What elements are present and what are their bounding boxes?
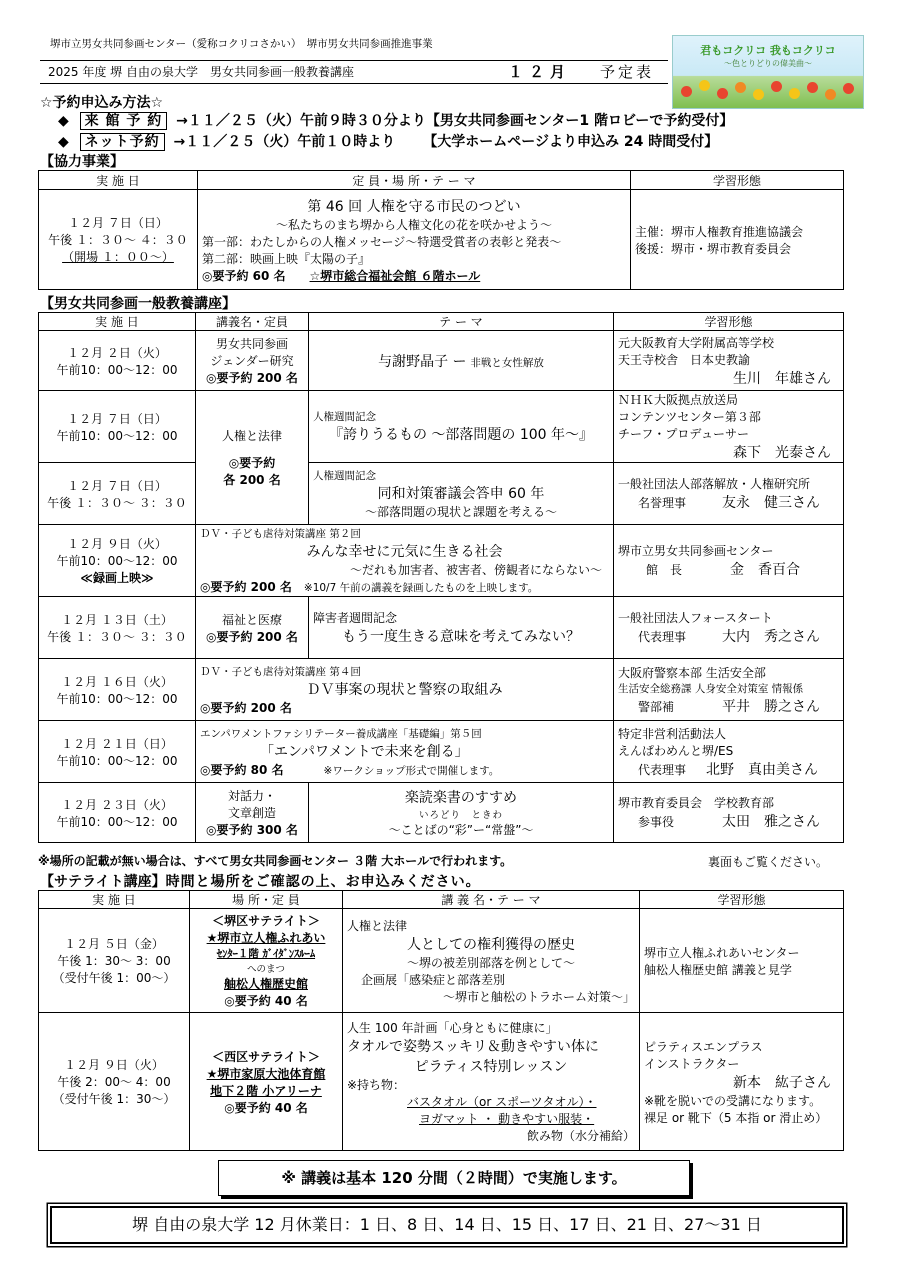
flower-icon xyxy=(717,88,728,99)
table-row: １２月 ２３日（火） 午前10：00〜12：00 対話力・ 文章創造 ◎要予約 300 名 楽読楽書のすすめ いろどり ときわ 〜ことばの“彩”ー“常盤”〜 堺市教育委員会 学校教育部 参事役 太田 雅之さん xyxy=(39,783,844,843)
general-title: 【男女共同参画一般教養講座】 xyxy=(40,296,236,312)
satellite-title: 【サテライト講座】時間と場所をご確認の上、お申込みください。 xyxy=(40,874,481,890)
reservation-title: ☆予約申込み方法☆ xyxy=(40,95,164,111)
coop-form: 主催：堺市人権教育推進協議会 後援：堺市・堺市教育委員会 xyxy=(631,190,844,290)
col-theme: テ ー マ xyxy=(309,313,614,331)
logo-text: 君もコクリコ 我もコクリコ xyxy=(700,44,836,57)
net-time: →１１／２５（火）午前１０時より xyxy=(173,134,396,150)
col-form: 学習形態 xyxy=(640,891,844,909)
coop-theme: 第 46 回 人権を守る市民のつどい 〜私たちのまち堺から人権文化の花を咲かせよう〜 第一部：わたしからの人権メッセージ〜特選受賞者の表彰と発表〜 第二部：映画上映『太陽の子』 ◎要予約 60 名 ☆堺市総合福祉会館 ６階ホール xyxy=(198,190,631,290)
net-method: ネット予約 xyxy=(80,133,165,151)
kokuriko-logo xyxy=(672,35,864,109)
col-theme: 定 員・場 所・テ ー マ xyxy=(198,171,631,190)
coop-title: 【協力事業】 xyxy=(40,154,124,170)
diamond-icon: ◆ xyxy=(58,134,69,150)
table-row: １２月 ５日（金） 午後 1：30〜 3：00 （受付午後 1：00〜） ＜堺区サテライト＞ ★堺市立人権ふれあい ｾﾝﾀｰ１階 ｶﾞｲﾀﾞﾝｽﾙｰﾑ へのまつ 舳松人権歴史館 ◎要予約 40 名 人権と法律 人としての権利獲得の歴史 〜堺の被差別部落を例として〜 企画展「感染症と部落差別 〜堺市と舳松のトラホーム対策〜」 堺市立人権ふれあいセンター 舳松人権歴史館 講義と見学 xyxy=(39,909,844,1013)
title-bar xyxy=(40,60,668,84)
visit-time: →１１／２５（火）午前９時３０分より xyxy=(176,113,426,129)
closed-days: 堺 自由の泉大学 12 月休業日：1 日、8 日、14 日、15 日、17 日、21 日、27〜31 日 xyxy=(50,1206,844,1244)
flower-icon xyxy=(681,86,692,97)
flower-icon xyxy=(789,88,800,99)
table-row: １２月 ２日（火） 午前10：00〜12：00 男女共同参画 ジェンダー研究 ◎要予約 200 名 与謝野晶子 ー 非戦と女性解放 元大阪教育大学附属高等学校 天王寺校舎 日本史教諭 生川 年雄さん xyxy=(39,331,844,391)
month-label: １２月 xyxy=(508,63,572,81)
duration-notice: ※ 講義は基本 120 分間（２時間）で実施します。 xyxy=(218,1160,690,1196)
visit-method: 来 館 予 約 xyxy=(80,112,168,130)
table-row: １２月 ２１日（日） 午前10：00〜12：00 エンパワメントファシリテーター養成講座「基礎編」第５回 「エンパワメントで未来を創る」 ◎要予約 80 名 ※ワークショップ形式で開催します。 特定非営利活動法人 えんぱわめんと堺/ES 代表理事 北野 真由美さん xyxy=(39,721,844,783)
table-row: １２月 ９日（火） 午後 2：00〜 4：00 （受付午後 1：30〜） ＜西区サテライト＞ ★堺市家原大池体育館 地下２階 小アリーナ ◎要予約 40 名 人生 100 年計画「心身ともに健康に」 タオルで姿勢スッキリ＆動きやすい体に ピラティス特別レッスン ※持ち物： バスタオル（or スポーツタオル）・ ヨガマット ・ 動きやすい服装・ 飲み物（水分補給） ピラティスエンプラス インストラクター 新本 紘子さん ※靴を脱いでの受講になります。 裸足 or 靴下（5 本指 or 滑止め） xyxy=(39,1013,844,1151)
table-row: １２月 ９日（火） 午前10：00〜12：00 ≪録画上映≫ ＤＶ・子ども虐待対策講座 第２回 みんな幸せに元気に生きる社会 〜だれも加害者、被害者、傍観者にならない〜 ◎要予約 200 名 ※10/7 午前の講義を録画したものを上映します。 堺市立男女共同参画センター 館 長 金 香百合 xyxy=(39,525,844,597)
col-course: 講義名・定員 xyxy=(196,313,309,331)
reservation-row-net xyxy=(58,131,718,151)
diamond-icon: ◆ xyxy=(58,113,69,129)
general-table xyxy=(38,312,844,843)
table-row: １２月 ７日（日） 午前10：00〜12：00 人権と法律 ◎要予約 各 200 名 人権週間記念 『誇りうるもの 〜部落問題の 100 年〜』 ＮＨＫ大阪拠点放送局 コンテンツセンター第３部 チーフ・プロデューサー 森下 光泰さん xyxy=(39,391,844,463)
flower-icon xyxy=(807,82,818,93)
col-date: 実 施 日 xyxy=(39,313,196,331)
flower-icon xyxy=(843,83,854,94)
col-date: 実 施 日 xyxy=(39,171,198,190)
back-note: 裏面もご覧ください。 xyxy=(708,855,829,869)
reservation-row-visit xyxy=(58,110,733,130)
logo-sub: 〜色とりどりの偉美曲〜 xyxy=(724,59,812,68)
org-line: 堺市立男女共同参画センター（愛称コクリコさかい） 堺市男女共同参画推進事業 xyxy=(50,38,433,50)
col-theme: 講 義 名・テ ー マ xyxy=(343,891,640,909)
table-row: １２月 １６日（火） 午前10：00〜12：00 ＤＶ・子ども虐待対策講座 第４回 ＤＶ事案の現状と警察の取組み ◎要予約 200 名 大阪府警察本部 生活安全部 生活安全総務課 人身安全対策室 情報係 警部補 平井 勝之さん xyxy=(39,659,844,721)
flower-icon xyxy=(735,82,746,93)
coop-table xyxy=(38,170,844,290)
flower-icon xyxy=(699,80,710,91)
satellite-table xyxy=(38,890,844,1151)
schedule-label: 予定表 xyxy=(600,63,655,81)
year-title: 2025 年度 堺 自由の泉大学 男女共同参画一般教養講座 xyxy=(48,65,354,79)
col-date: 実 施 日 xyxy=(39,891,190,909)
visit-detail: 【男女共同参画センター1 階ロビーで予約受付】 xyxy=(425,113,734,129)
col-place: 場 所・定 員 xyxy=(190,891,343,909)
flower-icon xyxy=(753,89,764,100)
flower-icon xyxy=(771,81,782,92)
flower-icon xyxy=(825,89,836,100)
net-detail: 【大学ホームページより申込み 24 時間受付】 xyxy=(423,134,719,150)
table-row: １２月 ７日（日） 午後 １：３０〜 ３：３０ 人権週間記念 同和対策審議会答申 60 年 〜部落問題の現状と課題を考える〜 一般社団法人部落解放・人権研究所 名誉理事 友永 健三さん xyxy=(39,463,844,525)
footnote: ※場所の記載が無い場合は、すべて男女共同参画センター ３階 大ホールで行われます。 xyxy=(38,854,513,868)
table-row: １２月 １３日（土） 午後 １：３０〜 ３：３０ 福祉と医療 ◎要予約 200 名 障害者週間記念 もう一度生きる意味を考えてみない？ 一般社団法人フォースタート 代表理事 大内 秀之さん xyxy=(39,597,844,659)
col-form: 学習形態 xyxy=(631,171,844,190)
col-form: 学習形態 xyxy=(614,313,844,331)
coop-date: １２月 ７日（日） 午後 １：３０〜 ４：３０ （開場 １：００〜） xyxy=(39,190,198,290)
